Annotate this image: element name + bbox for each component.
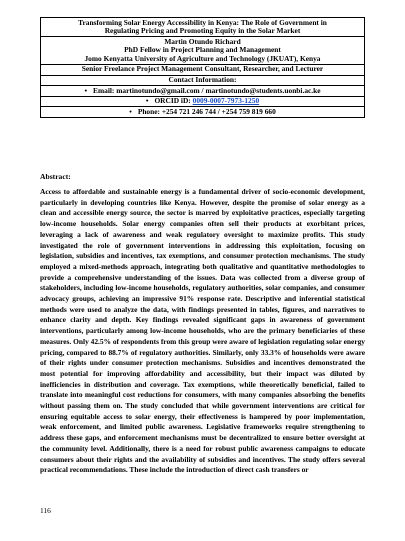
abstract-heading: Abstract: (40, 172, 71, 181)
bullet-icon: • (145, 96, 149, 106)
bullet-icon: • (129, 106, 132, 116)
contact-list (41, 86, 364, 117)
contact-phone (41, 107, 364, 117)
abstract-body: Access to affordable and sustainable energy is a fundamental driver of socio-economic development, particularly in developing countries like Kenya. However, despite the promise of solar energy as a clean and accessible energy source, the sector is marred by exploitative practices, especially targeting low-income households. Solar energy companies often sell their products at exorbitant prices, leveraging a lack of awareness and weak regulatory oversight to maximize profits. This study investigated the role of government interventions in addressing this exploitation, focusing on legislation, subsidies and incentives, tax exemptions, and consumer protection mechanisms. The study employed a mixed-methods approach, integrating both qualitative and quantitative methodologies to provide a comprehensive understanding of the issues. Data was collected from a diverse group of stakeholders, including low-income households, regulatory authorities, solar companies, and consumer advocacy groups, achieving an impressive 91% response rate. Descriptive and inferential statistical methods were used to analyze the data, with findings presented in tables, figures, and narratives to enhance clarity and depth. Key findings revealed significant gaps in awareness of government interventions, particularly among low-income households, who are the primary beneficiaries of these measures. Only 42.5% of respondents from this group were aware of legislation regulating solar energy pricing, compared to 88.7% of regulatory authorities. Similarly, only 33.3% of households were aware of their rights under consumer protection mechanisms. Subsidies and incentives demonstrated the most potential for improving affordability and accessibility, but their impact was diluted by inefficiencies in distribution and coverage. Tax exemptions, while theoretically beneficial, failed to translate into meaningful cost reductions for consumers, with many companies absorbing the benefits without passing them on. The study concluded that while government interventions are critical for ensuring equitable access to solar energy, their effectiveness is hampered by poor implementation, weak enforcement, and limited public awareness. Legislative frameworks require strengthening to address these gaps, and enforcement mechanisms must be decentralized to ensure better oversight at the community level. Additionally, there is a need for robust public awareness campaigns to educate consumers about their rights and the availability of subsidies and incentives. The study offers several practical recommendations. These include the introduction of direct cash transfers or (40, 187, 365, 475)
paper-title-line-1: Transforming Solar Energy Accessibility in Kenya: The Role of Government in (78, 17, 327, 27)
author-info-table (40, 17, 365, 118)
contact-heading: Contact Information: (41, 76, 364, 87)
paper-title-line-2: Regulating Pricing and Promoting Equity in the Solar Market (104, 26, 301, 36)
author-name: Martin Otundo Richard (164, 36, 241, 46)
paper-title (41, 18, 364, 37)
orcid-link[interactable]: 0009-0007-7973-1250 (192, 96, 260, 106)
contact-orcid (41, 97, 364, 108)
contact-email (41, 86, 364, 97)
phone-text: Phone: +254 721 246 744 / +254 759 819 660 (137, 106, 276, 116)
author-role: Senior Freelance Project Management Consultant, Researcher, and Lecturer (41, 65, 364, 76)
page-number: 116 (40, 506, 51, 515)
author-institution: Jomo Kenyatta University of Agriculture and Technology (JKUAT), Kenya (84, 53, 321, 63)
email-text: Email: martinotundo@gmail.com / martinotundo@students.uonbi.ac.ke (93, 85, 321, 95)
author-details (41, 37, 364, 65)
orcid-label: ORCID iD: (154, 96, 193, 106)
bullet-icon: • (84, 85, 88, 95)
author-position: PhD Fellow in Project Planning and Management (124, 45, 281, 55)
